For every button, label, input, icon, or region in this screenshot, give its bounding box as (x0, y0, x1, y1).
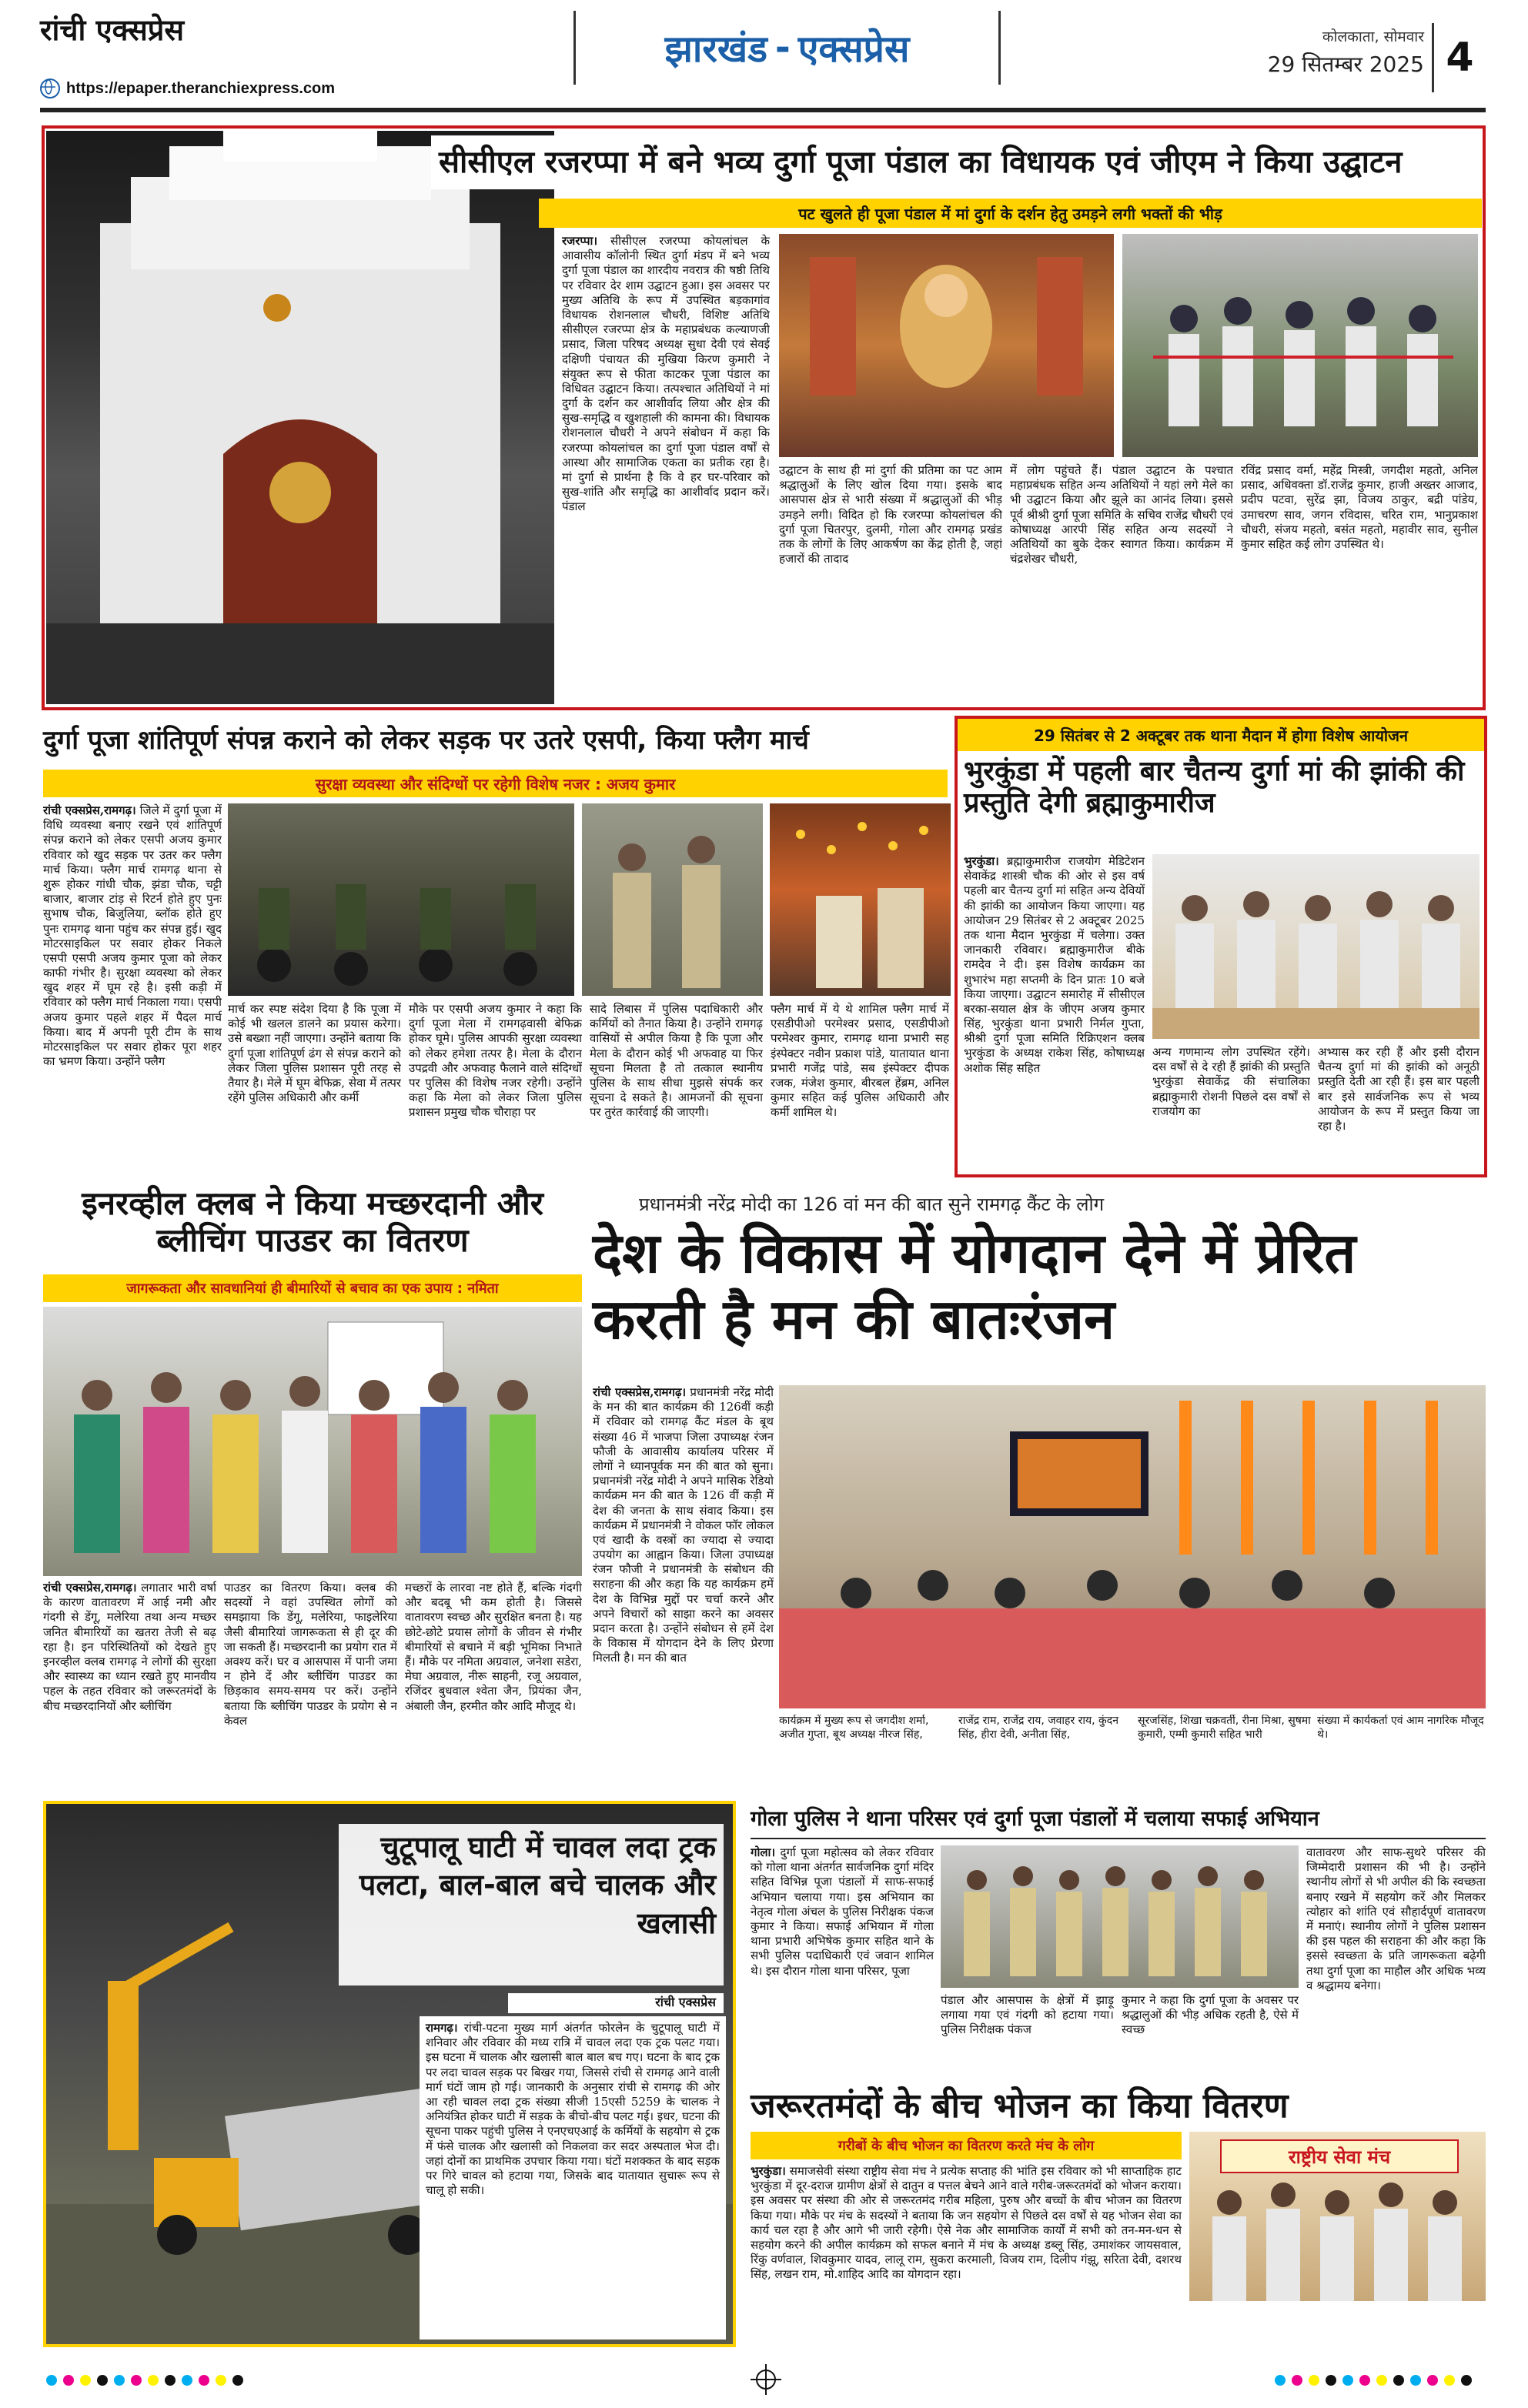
story1-headline: सीसीएल रजरप्पा में बने भव्य दुर्गा पूजा पंडाल का विधायक एवं जीएम ने किया उद्घाटन (431, 135, 1478, 189)
police-cleanliness-photo (941, 1845, 1299, 1988)
story4-col1: रांची एक्सप्रेस,रामगढ़। लगातार भारी वर्षा के कारण वातावरण में आई नमी और गंदगी से डेंगू, मलेरिया तथा अन्य मच्छर जनित बीमारियों का खतरा तेजी से बढ़ रहा है। इन परिस्थितियों को देखते हुए इनरव्हील क्लब रामगढ़ ने लोगों की सुरक्षा और स्वास्थ्य का ध्यान रखते हुए मानवीय पहल के तहत रविवार को जरूरतमंदों के बीच मच्छरदानियों और ब्लीचिंग (43, 1581, 216, 1713)
story1-col3: में लोग पहुंचते हैं। पंडाल उद्घाटन के पश्चात महाप्रबंधक सहित अन्य अतिथियों ने यहां लगे मेले का भी उद्घाटन किया और झूले का आनंद लिया। इससे पूर्व श्रीश्री दुर्गा पूजा समिति के सचिव राजेंद्र चौधरी एवं कोषाध्यक्ष आरपी सिंह सहित अन्य सदस्यों ने अतिथियों का बुके देकर स्वागत किया। कार्यक्रम में चंद्रशेखर चौधरी, (1010, 463, 1233, 566)
story6-body: रामगढ़। रांची-पटना मुख्य मार्ग अंतर्गत फोरलेन के चुटूपालू घाटी में शनिवार और रविवार की मध्य रात्रि में चावल लदा एक ट्रक पलट गया। इस घटना में चालक और खलासी बाल बाल बच गए। घटना के बाद ट्रक पर लदा चावल सड़क पर बिखर गया, जिससे रांची से रामगढ़ आने वाली मार्ग घंटों जाम हो गई। जानकारी के अनुसार रांची से रामगढ़ की ओर आ रही चावल लदा ट्रक संख्या सीजी 15एसी 5259 के चालक ने अनियंत्रित होकर घाटी में सड़क के बीचो-बीच पलट गई। इधर, घटना की सूचना पाकर पहुंची पुलिस ने एनएचएआई के कर्मियों के सहयोग से ट्रक में फंसे चालक और खलासी को निकलवा कर सदर अस्पताल भेज दी। जहां दोनों का प्राथमिक उपचार किया गया। घंटों मशक्कत के बाद सड़क पर गिरे चावल को हटाया गया, जिसके बाद यातायात सुचारू रूप से चालू हो सकी। (420, 2016, 726, 2340)
epaper-url[interactable] (40, 77, 402, 100)
section-right: एक्सप्रेस (797, 27, 910, 71)
mann-ki-baat-photo (779, 1385, 1486, 1708)
story8-headline: जरूरतमंदों के बीच भोजन का किया वितरण (751, 2086, 1289, 2126)
story7-col3: कुमार ने कहा कि दुर्गा पूजा के अवसर पर श्रद्धालुओं की भीड़ अधिक रहती है, ऐसे में स्वच्छ (1122, 1993, 1299, 2037)
dateline-box (1247, 26, 1424, 95)
crosshair-icon (751, 2364, 781, 2395)
story3-col2: अन्य गणमान्य लोग उपस्थित रहेंगे। दस वर्षों से दे रही हैं झांकी की प्रस्तुति भुरकुंडा सेवाकेंद्र की संचालिका ब्रह्माकुमारी रोशनी पिछले दस वर्षों से राजयोग का (1152, 1045, 1310, 1118)
story5-caption4: संख्या में कार्यकर्ता एवं आम नागरिक मौजूद थे। (1317, 1715, 1484, 1741)
section-title-box (573, 11, 1001, 85)
mosquito-net-distribution-photo (43, 1307, 582, 1576)
globe-icon (40, 78, 60, 99)
brahmakumaris-photo (1152, 854, 1480, 1039)
story3-col3: अभ्यास कर रही हैं और इसी दौरान चैतन्य दुर्गा मां की झांकी को अनूठी प्रस्तुति देती आ रही हैं। इस बार पहली बार इसे सार्वजनिक रूप से भव्य आयोजन के रूप में प्रस्तुत किया जा रहा है। (1318, 1045, 1480, 1133)
page-number: 4 (1432, 23, 1486, 92)
brand-name: रांची एक्सप्रेस (40, 12, 185, 47)
story3-headline: भुरकुंडा में पहली बार चैतन्य दुर्गा मां की झांकी की प्रस्तुति देगी ब्रह्माकुमारीज (964, 756, 1465, 820)
pandal-lights-photo (770, 803, 951, 996)
story2-subhead: सुरक्षा व्यवस्था और संदिग्धों पर रहेगी विशेष नजर : अजय कुमार (43, 770, 948, 797)
story2-col3: मौके पर एसपी अजय कुमार ने कहा कि दुर्गा पूजा मेला में रामगढ़वासी बेफिक्र होकर घूमे। पुलिस आपकी सुरक्षा व्यवस्था को लेकर हमेशा तत्पर है। मेला के दौरान उपद्रवी और अफवाह फैलाने वाले संदिग्धों पर पुलिस की विशेष नजर रहेगी। उन्होंने कहा कि मेला को लेकर जिला पुलिस प्रशासन प्रमुख चौक चौराहा पर (409, 1002, 582, 1120)
pandal-photo (46, 131, 554, 704)
story7-col4: वातावरण और साफ-सुथरे परिसर की जिम्मेदारी प्रशासन की भी है। उन्होंने स्थानीय लोगों से भी अपील की कि स्वच्छता बनाए रखने में सहयोग करें और मिलकर त्योहार को शांति एवं सौहार्दपूर्ण वातावरण में मनाएं। स्थानीय लोगों ने पुलिस प्रशासन की इस पहल की सराहना की और कहा कि इससे स्वच्छता के प्रति जागरूकता बढ़ेगी तथा दुर्गा पूजा का माहौल और अधिक भव्य व श्रद्धामय बनेगा। (1306, 1845, 1486, 1992)
story5-caption2: राजेंद्र राम, राजेंद्र राय, जवाहर राय, कुंदन सिंह, हीरा देवी, अनीता सिंह, (958, 1715, 1118, 1741)
story8-body: भुरकुंडा। समाजसेवी संस्था राष्ट्रीय सेवा मंच ने प्रत्येक सप्ताह की भांति इस रविवार को भी साप्ताहिक हाट भुरकुंडा में दूर-दराज ग्रामीण क्षेत्रों से दातुन व पत्तल बेचने आने वाले गरीब-जरूरतमंदों को भोजन कराया। इस अवसर पर संस्था की ओर से जरूरतमंद गरीब महिला, पुरुष और बच्चों के बीच भोजन का वितरण किया गया। मौके पर मंच के सदस्यों ने बताया कि जन सहयोग से पिछले दस वर्षों से यह भोजन सेवा का कार्य चल रहा है और आगे भी जारी रहेगी। ऐसे नेक और सामाजिक कार्यों में सभी को तन-मन-धन से सहयोग करने की अपील कार्यक्रम को सफल बनाने में मंच के अध्यक्ष डब्लू सिंह, उमाशंकर जायसवाल, रिंकु वर्णवाल, शिवकुमार यादव, लालू राम, सुकरा करमाली, विजय राम, दिलीप गंझू, सरिता देवी, दशरथ सिंह, लखन राम, मो.शाहिद आदि का योगदान रहा। (751, 2164, 1182, 2282)
story4-col3: मच्छरों के लारवा नष्ट होते हैं, बल्कि गंदगी और बदबू भी कम होती है। जिससे वातावरण स्वच्छ और सुरक्षित बनता है। यह छोटे-छोटे प्रयास लोगों के जीवन से गंभीर बीमारियों से बचाने में बड़ी भूमिका निभाते हैं। मौके पर नमिता अग्रवाल, जनेशा सडेरा, मेघा अग्रवाल, नीरू साहनी, रजू अग्रवाल, रजिंदर बुधवाल श्वेता जैन, प्रियंका जैन, अंबाली जैन, हरमीत कौर आदि मौजूद थे। (405, 1581, 582, 1713)
masthead-rule (40, 108, 1486, 112)
url-text[interactable]: https://epaper.theranchiexpress.com (66, 79, 336, 97)
color-registration-right (1016, 2369, 1478, 2392)
color-registration-left (46, 2369, 508, 2392)
story5-kicker: प्रधानमंत्री नरेंद्र मोदी का 126 वां मन की बात सुने रामगढ़ कैंट के लोग (639, 1193, 1105, 1215)
story6-headline-box (339, 1824, 724, 1986)
story7-col2: पंडाल और आसपास के क्षेत्रों में झाड़ू लगाया गया एवं गंदगी को हटाया गया। पुलिस निरीक्षक पंकज (941, 1993, 1114, 2037)
sp-foot-march-photo (582, 803, 763, 996)
story1-subhead: पट खुलते ही पूजा पंडाल में मां दुर्गा के दर्शन हेतु उमड़ने लगी भक्तों की भीड़ (539, 199, 1482, 228)
story6-headline: चुटूपालू घाटी में चावल लदा ट्रक पलटा, बाल-बाल बचे चालक और खलासी (359, 1830, 716, 1940)
story5-caption1: कार्यक्रम में मुख्य रूप से जगदीश शर्मा, अजीत गुप्ता, बूथ अध्यक्ष नीरज सिंह, (779, 1715, 929, 1741)
food-distribution-photo (1189, 2132, 1486, 2301)
seva-manch-banner: राष्ट्रीय सेवा मंच (1220, 2139, 1459, 2173)
story1-col4: रविंद्र प्रसाद वर्मा, महेंद्र मिस्त्री, जगदीश महतो, अनिल प्रसाद, अधिवक्ता डॉ.राजेंद्र कुमार, हाजी अख्तर आजाद, प्रदीप पटवा, सुरेंद्र झा, विजय ठाकुर, बद्री पांडेय, उमाचरण साव, जगन रविदास, चरित राम, भानुप्रकाश चौधरी, संजय महतो, बसंत महतो, महावीर साव, सुनील कुमार सहित कई लोग उपस्थित थे। (1241, 463, 1478, 551)
story2-col5: फ्लैग मार्च में ये थे शामिल फ्लैग मार्च में एसडीपीओ परमेश्वर प्रसाद, एसडीपीओ परमेश्वर कुमार, रामगढ़ थाना प्रभारी सह इंस्पेक्टर नवीन प्रकाश पांडे, यातायात थाना प्रभारी गजेंद्र पांडे, सब इंस्पेक्टर दीपक रजक, मंजेश कुमार, बीरबल हेंब्रम, अनिल कुमार सहित कई पुलिस अधिकारी और कर्मी शामिल थे। (771, 1002, 949, 1120)
story3-banner: 29 सितंबर से 2 अक्टूबर तक थाना मैदान में होगा विशेष आयोजन (958, 719, 1484, 751)
sp-bike-march-photo (228, 803, 574, 996)
story7-col1: गोला। दुर्गा पूजा महोत्सव को लेकर रविवार को गोला थाना अंतर्गत सार्वजनिक दुर्गा मंदिर सहित विभिन्न पूजा पंडालों में साफ-सफाई अभियान चलाया गया। इस अभियान का नेतृत्व गोला अंचल के पुलिस निरीक्षक पंकज कुमार ने किया। सफाई अभियान में गोला थाना प्रभारी अभिषेक कुमार सहित थाने के सभी पुलिस पदाधिकारी एवं जवान शामिल थे। इस दौरान गोला थाना परिसर, पूजा (751, 1845, 934, 1978)
inauguration-photo (1122, 234, 1478, 457)
section-left: झारखंड (664, 27, 767, 71)
story7-headline: गोला पुलिस ने थाना परिसर एवं दुर्गा पूजा पंडालों में चलाया सफाई अभियान (751, 1801, 1486, 1839)
story4-col2: पाउडर का वितरण किया। क्लब की सदस्यों ने वहां उपस्थित लोगों को समझाया कि डेंगू, मलेरिया, फाइलेरिया जैसी बीमारियां जागरूकता से ही दूर की जा सकती हैं। मच्छरदानी का प्रयोग रात में अवश्य करें। घर व आसपास में पानी जमा न होने दें और ब्लीचिंग पाउडर का छिड़काव समय-समय पर करें। उन्होंने बताया कि ब्लीचिंग पाउडर के प्रयोग से न केवल (224, 1581, 397, 1728)
story2-headline: दुर्गा पूजा शांतिपूर्ण संपन्न कराने को लेकर सड़क पर उतरे एसपी, किया फ्लैग मार्च (43, 725, 809, 756)
city-day: कोलकाता, सोमवार (1322, 28, 1424, 45)
story3-col1: भुरकुंडा। ब्रह्माकुमारीज राजयोग मेडिटेशन सेवाकेंद्र शास्त्री चौक की ओर से इस वर्ष पहली बार चैतन्य दुर्गा मां सहित अन्य देवियों की झांकी का आयोजन किया जाएगा। यह आयोजन 29 सितंबर से 2 अक्टूबर 2025 तक थाना मैदान भुरकुंडा में चलेगा। उक्त जानकारी रविवार। ब्रह्माकुमारीज बीके रामदेव ने दी। इस विशेष कार्यक्रम का शुभारंभ महा सप्तमी के दिन प्रातः 10 बजे किया जाएगा। उद्घाटन समारोह में सीसीएल बरका-सयाल क्षेत्र के जीएम अजय कुमार सिंह, भुरकुंडा थाना प्रभारी निर्मल गुप्ता, श्रीश्री दुर्गा पूजा समिति रिक्रिएशन क्लब भुरकुंडा के अध्यक्ष राकेश सिंह, कोषाध्यक्ष अशोक सिंह सहित (964, 854, 1145, 1075)
story5-col1: रांची एक्सप्रेस,रामगढ़। प्रधानमंत्री नरेंद्र मोदी के मन की बात कार्यक्रम की 126वीं कड़ी में रविवार को रामगढ़ कैंट मंडल के बूथ संख्या 46 में भाजपा जिला उपाध्यक्ष रंजन फौजी के आवासीय कार्यालय परिसर में लोगों ने ध्यानपूर्वक मन की बात को सुना। प्रधानमंत्री नरेंद्र मोदी ने अपने मासिक रेडियो कार्यक्रम मन की बात के 126 वीं कड़ी में देश की जनता के साथ संवाद किया। इस कार्यक्रम में प्रधानमंत्री ने वोकल फॉर लोकल एवं खादी के वस्त्रों का ज्यादा से ज्यादा उपयोग का आह्वान किया। जिला उपाध्यक्ष रंजन फौजी ने प्रधानमंत्री के संबोधन की सराहना की और कहा कि यह कार्यक्रम हमें देश के विभिन्न मुद्दों पर चर्चा करने और अपने विचारों को साझा करने का अवसर प्रदान करता है। उन्होंने संबोधन से हमें देश के विकास में योगदान देने के लिए प्रेरणा मिलती है। मन की बात (593, 1385, 774, 1665)
story2-col1: रांची एक्सप्रेस,रामगढ़। जिले में दुर्गा पूजा में विधि व्यवस्था बनाए रखने एवं शांतिपूर्ण संपन्न कराने को लेकर एसपी अजय कुमार रविवार को खुद सड़क पर उतर कर फ्लैग मार्च किया। फ्लैग मार्च रामगढ़ थाना से शुरू होकर गांधी चौक, झंडा चौक, चट्टी बाजार, बाजार टांड़ से रिटर्न होते हुए पुनः सुभाष चौक, बिजुलिया, ब्लॉक होते हुए पुनः रामगढ़ थाना पहुंच कर संपन्न हुई। खुद मोटरसाइकिल पर सवार होकर निकले एसपी एसपी अजय कुमार पूजा को लेकर काफी गंभीर है। सुरक्षा व्यवस्था को लेकर खुद शहर में घूम रहे है। इसी कड़ी में रविवार को फ्लैग मार्च निकाला गया। एसपी अजय कुमार पहले शहर में पैदल मार्च किया। बाद में अपनी पूरी टीम के साथ मोटरसाइकिल पर सवार होकर पूरा शहर का भ्रमण किया। उन्होंने फ्लैग (43, 803, 222, 1069)
issue-date: 29 सितम्बर 2025 (1267, 52, 1424, 77)
story4-subhead: जागरूकता और सावधानियां ही बीमारियों से बचाव का एक उपाय : नमिता (43, 1274, 582, 1302)
story2-col2: मार्च कर स्पष्ट संदेश दिया है कि पूजा में कोई भी खलल डालने का प्रयास करेगा। उसे बख्शा नहीं जाएगा। उन्होंने बताया कि दुर्गा पूजा शांतिपूर्ण ढंग से संपन्न कराने को लेकर जिला पुलिस प्रशासन पूरी तरह से तैयार है। मेले में घूम बेफिक्र, सेवा में तत्पर रहेंगे पुलिस अधिकारी और कर्मी (228, 1002, 401, 1105)
masthead-logo (40, 9, 271, 48)
story1-col2: उद्घाटन के साथ ही मां दुर्गा की प्रतिमा का पट आम श्रद्धालुओं के लिए खोल दिया गया। इसके बाद आसपास क्षेत्र से भारी संख्या में श्रद्धालुओं की भीड़ उमड़ने लगी। विदित हो कि रजरप्पा कोयलांचल की दुर्गा पूजा चितरपुर, दुलमी, गोला और रामगढ़ प्रखंड तक के लोगों के लिए आकर्षण का केंद्र होती है, जहां हजारों की तादाद (779, 463, 1002, 566)
story5-caption3: सूरजसिंह, शिखा चक्रवर्ती, रीना मिश्रा, सुषमा कुमारी, एम्मी कुमारी सहित भारी (1138, 1715, 1311, 1741)
story6-byline: रांची एक्सप्रेस (508, 1993, 724, 2013)
durga-idol-photo (779, 234, 1114, 457)
story1-col1: रजरप्पा। सीसीएल रजरप्पा कोयलांचल के आवासीय कॉलोनी स्थित दुर्गा मंडप में बने भव्य दुर्गा पूजा पंडाल का शारदीय नवरात्र की षष्ठी तिथि पर रविवार देर शाम उद्घाटन हुआ। इस अवसर पर मुख्य अतिथि के रूप में उपस्थित बड़कागांव विधायक रोशनलाल चौधरी, विशिष्ट अतिथि सीसीएल रजरप्पा क्षेत्र के महाप्रबंधक कल्याणजी प्रसाद, जिला परिषद अध्यक्ष सुधा देवी एवं सेवई दक्षिणी पंचायत की मुखिया किरण कुमारी ने संयुक्त रूप से फीता काटकर पूजा पंडाल का विधिवत उद्घाटन किया। तत्पश्चात अतिथियों ने मां दुर्गा के दर्शन कर आशीर्वाद लिया और क्षेत्र की सुख-समृद्धि व खुशहाली की कामना की। विधायक रोशनलाल चौधरी ने अपने संबोधन में कहा कि रजरप्पा कोयलांचल का दुर्गा पूजा पंडाल वर्षों से आस्था और सामाजिक एकता का प्रतीक रहा है। मां दुर्गा से प्रार्थना है कि वे हर घर-परिवार को सुख-शांति और समृद्धि का आशीर्वाद प्रदान करें। पंडाल (562, 234, 770, 514)
story2-col4: सादे लिबास में पुलिस पदाधिकारी और कर्मियों को तैनात किया है। उन्होंने रामगढ़ वासियों से अपील किया है कि पूजा और मेला के दौरान कोई भी अफवाह या फिर सूचना मिलता है तो तत्काल स्थानीय पुलिस के साथ सीधा मुझसे संपर्क कर सूचना दे सकते है। आमजनों की सूचना पर तुरंत कार्रवाई की जाएगी। (590, 1002, 763, 1120)
story8-subhead: गरीबों के बीच भोजन का वितरण करते मंच के लोग (751, 2132, 1182, 2159)
story5-headline: देश के विकास में योगदान देने में प्रेरित करती है मन की बातःरंजन (593, 1221, 1356, 1352)
story4-headline: इनरव्हील क्लब ने किया मच्छरदानी और ब्लीचिंग पाउडर का वितरण (82, 1184, 543, 1260)
section-separator: - (774, 26, 791, 69)
